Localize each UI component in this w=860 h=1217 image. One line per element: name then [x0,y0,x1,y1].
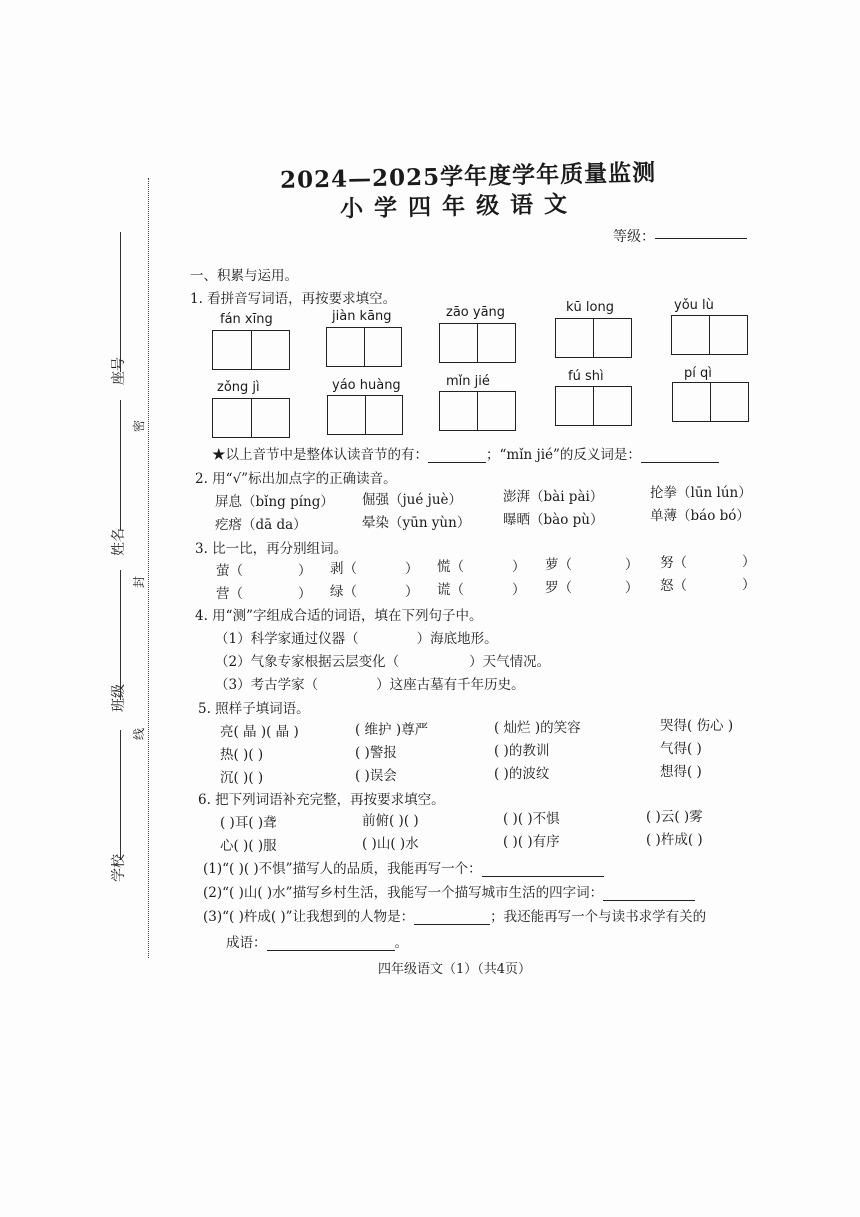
seat-line [120,232,121,372]
answer-blank[interactable] [267,934,395,951]
q5-item: ( 灿烂 )的笑容 [494,720,581,736]
xian-mark: 线 [132,727,146,740]
answer-blank[interactable] [641,446,719,463]
exam-title: 2024—2025学年度学年质量监测 [279,159,657,194]
class-label: 班级 [111,684,127,712]
q3-close: ） [625,557,639,573]
q2-item[interactable]: 疙瘩（dā da） [215,517,307,533]
q3-close: ） [625,580,639,596]
q5-item[interactable]: 沉( )( ) [220,770,264,786]
q4-text: 4. 用“测”字组成合适的词语，填在下列句子中。 [195,608,483,624]
q6-sentence-4 [226,931,408,951]
feng-mark: 封 [132,575,146,588]
answer-box[interactable] [327,395,403,435]
q6-s1-text: (1)“( )( )不惧”描写人的品质，我能再写一个： [203,861,482,877]
q2-item[interactable]: 晕染（yūn yùn） [362,515,471,531]
q6-item[interactable]: ( )山( )水 [362,836,419,852]
answer-box[interactable] [326,327,402,367]
q1-note [212,443,719,463]
pinyin-label: zāo yāng [446,305,506,320]
q5-item: 亮( 晶 )( 晶 ) [220,724,299,740]
q6-sentence-1 [203,857,604,877]
q1-note-a: ★以上音节中是整体认读音节的有： [212,447,428,463]
q3-close: ） [512,559,526,575]
q6-item[interactable]: ( )( )不惧 [503,811,560,827]
answer-box[interactable] [212,330,290,370]
q2-text: 2. 用“√”标出加点字的正确读音。 [195,471,397,487]
q6-item[interactable]: 前俯( )( ) [362,813,419,829]
school-label: 学校 [111,854,127,882]
mi-mark: 密 [132,419,146,432]
q6-s4-end: 。 [394,935,408,951]
q4-sentence-3 [215,673,525,693]
school-line [120,730,121,860]
q4-s1-start: （1）科学家通过仪器（ [215,631,359,647]
answer-blank[interactable] [428,446,486,463]
pinyin-label: zǒng jì [217,380,260,395]
q6-text: 6. 把下列词语补充完整，再按要求填空。 [198,792,445,808]
q6-s4-text: 成语： [226,935,267,951]
q2-item[interactable]: 澎湃（bài pài） [503,489,604,505]
q6-item[interactable]: ( )杵成( ) [646,832,703,848]
q5-item[interactable]: ( )的波纹 [494,766,550,782]
answer-box[interactable] [671,315,748,355]
q3-item[interactable]: 剥（ [330,561,357,577]
answer-blank[interactable] [482,860,604,877]
name-label: 姓名 [111,528,127,556]
q4-s3-end: ）这座古墓有千年历史。 [376,677,525,693]
q5-item[interactable]: ( )的教训 [494,743,550,759]
pinyin-label: fán xīng [220,312,273,327]
q3-close: ） [512,582,526,598]
pinyin-label: mǐn jié [446,374,490,389]
grade-blank[interactable] [655,238,747,239]
q5-text: 5. 照样子填词语。 [198,701,310,717]
q2-item[interactable]: 单薄（báo bó） [650,508,750,524]
pinyin-label: kū long [566,300,614,315]
q3-close: ） [405,584,419,600]
answer-blank[interactable] [414,908,490,925]
q6-s3-text-b: ；我还能再写一个与读书求学有关的 [490,909,707,925]
page-footer: 四年级语文（1）（共4页） [378,962,532,977]
q3-item[interactable]: 怒（ [660,578,687,594]
q3-item[interactable]: 绿（ [330,584,357,600]
q5-item[interactable]: ( )警报 [355,745,397,761]
q3-item[interactable]: 慌（ [437,559,464,575]
exam-subtitle: 小学四年级语文 [339,190,579,223]
q6-item[interactable]: ( )耳( )聋 [220,815,277,831]
answer-box[interactable] [555,318,632,358]
q5-item: 哭得( 伤心 ) [660,718,734,734]
seat-label: 座号 [111,357,127,385]
class-line [120,570,121,700]
q3-item[interactable]: 萝（ [545,557,572,573]
q1-text: 1. 看拼音写词语，再按要求填空。 [190,291,397,307]
answer-box[interactable] [672,382,749,422]
q4-s2-end: ）天气情况。 [469,654,551,670]
q6-s2-text: (2)“( )山( )水”描写乡村生活，我能写一个描写城市生活的四字词： [203,885,604,901]
grade-label: 等级： [613,229,655,245]
answer-box[interactable] [212,398,290,438]
pinyin-label: pí qì [684,366,712,381]
q2-item[interactable]: 屏息（bǐng píng） [215,494,334,510]
pinyin-label: yǒu lù [674,298,714,313]
section-title: 一、积累与运用。 [190,268,298,284]
q3-item[interactable]: 谎（ [437,582,464,598]
answer-blank[interactable] [603,884,695,901]
q5-item: ( 维护 )尊严 [355,722,429,738]
q3-close: ） [742,554,756,570]
q4-s1-end: ）海底地形。 [416,631,498,647]
q6-item[interactable]: 心( )( )服 [220,838,277,854]
pinyin-label: jiàn kāng [332,309,392,324]
q5-item[interactable]: 热( )( ) [220,747,264,763]
q2-item[interactable]: 曝晒（bào pù） [503,512,604,528]
q2-item[interactable]: 倔强（jué juè） [362,492,463,508]
q2-item[interactable]: 抡拳（lūn lún） [650,485,752,501]
q3-close: ） [405,561,419,577]
q3-item[interactable]: 罗（ [545,580,572,596]
q3-item[interactable]: 萤（ [216,563,243,579]
answer-box[interactable] [439,323,516,363]
binding-dotted-line [148,178,149,958]
q3-text: 3. 比一比，再分别组词。 [195,541,348,557]
q1-note-b: ；“mǐn jié”的反义词是： [486,447,641,463]
pinyin-label: fú shì [568,369,604,384]
pinyin-label: yáo huàng [332,378,401,393]
q4-s2-start: （2）气象专家根据云层变化（ [215,654,400,670]
q5-item[interactable]: ( )误会 [355,768,397,784]
q4-sentence-1 [215,627,498,647]
q3-item[interactable]: 营（ [216,586,243,602]
q4-s3-start: （3）考古学家（ [215,677,319,693]
q3-item[interactable]: 努（ [660,555,687,571]
q3-close: ） [742,577,756,593]
q6-sentence-2 [203,881,695,901]
answer-box[interactable] [555,386,632,426]
q3-close: ） [298,563,312,579]
q5-item[interactable]: 气得( ) [660,741,702,757]
q6-sentence-3 [203,905,706,925]
q6-s3-text: (3)“( )杵成( )”让我想到的人物是： [203,909,415,925]
q4-sentence-2 [215,650,550,670]
q3-close: ） [298,586,312,602]
q6-item[interactable]: ( )( )有序 [503,834,560,850]
name-line [120,400,121,530]
q6-item[interactable]: ( )云( )雾 [646,809,703,825]
answer-box[interactable] [439,391,516,431]
q5-item[interactable]: 想得( ) [660,764,702,780]
